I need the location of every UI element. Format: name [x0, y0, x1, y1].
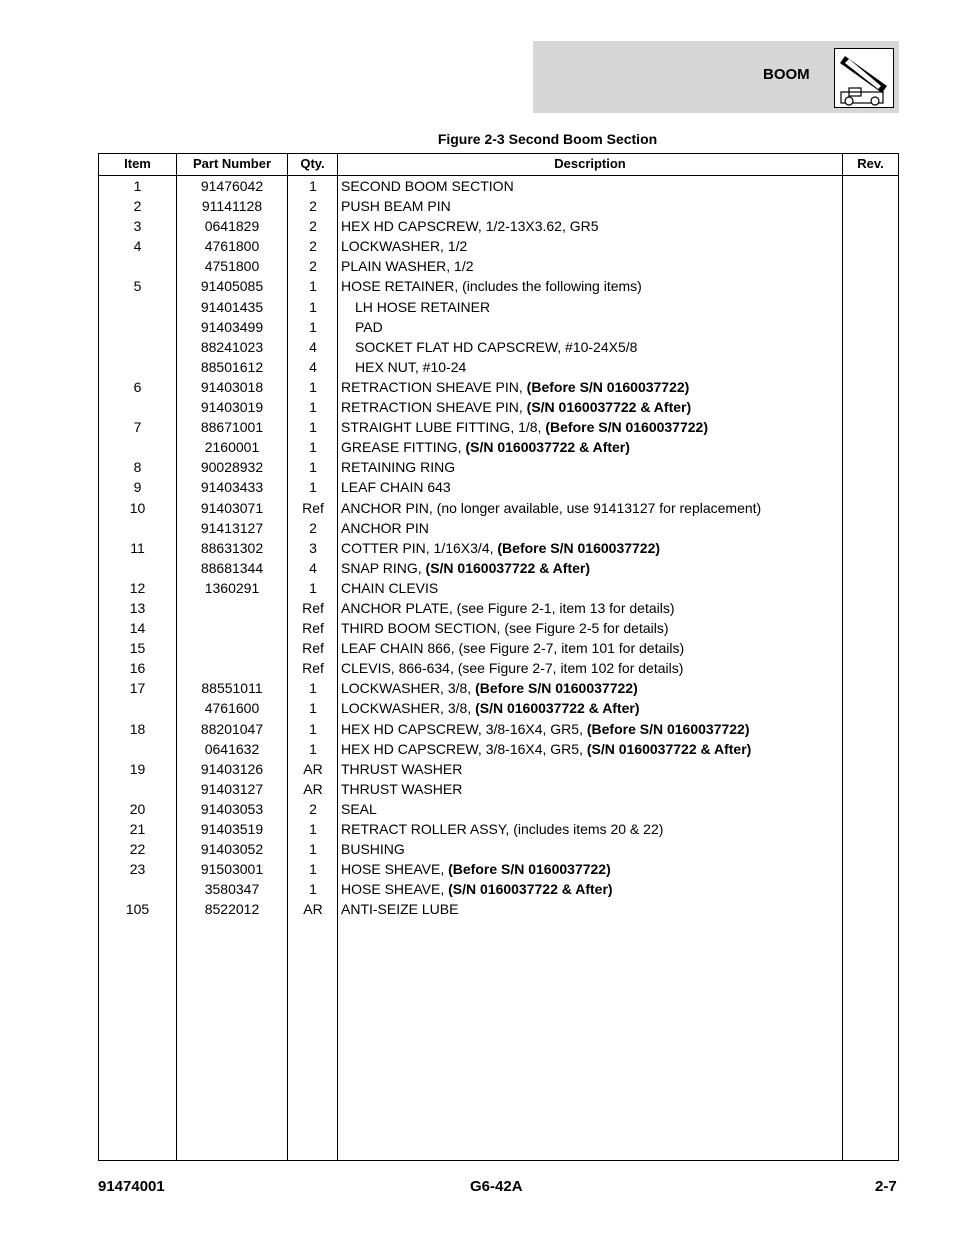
description [341, 779, 462, 799]
quantity: 1 [309, 740, 317, 757]
quantity: 2 [309, 800, 317, 817]
description [341, 236, 467, 256]
description-text: ANCHOR PLATE, (see Figure 2-1, item 13 for details) [341, 599, 675, 616]
serial-note: (S/N 0160037722 & After) [465, 439, 630, 456]
description-text: THRUST WASHER [341, 780, 463, 797]
description-text: RETRACT ROLLER ASSY, (includes items 20 & 22) [341, 821, 664, 837]
item-number: 17 [129, 680, 146, 697]
description [341, 216, 599, 236]
table-row [99, 196, 898, 216]
table-row [99, 658, 898, 678]
part-number: 91401435 [200, 298, 264, 315]
quantity: 1 [309, 841, 317, 858]
description [341, 899, 458, 919]
description-text: CHAIN CLEVIS [341, 579, 439, 596]
item-number: 1 [133, 178, 142, 194]
part-number: 4761600 [204, 700, 260, 717]
header-item: Item [124, 156, 151, 171]
table-row [99, 859, 898, 879]
serial-note: (S/N 0160037722 & After) [526, 399, 692, 416]
description [341, 598, 675, 618]
description-text: THIRD BOOM SECTION, (see Figure 2-5 for details) [341, 620, 669, 637]
serial-note: (S/N 0160037722 & After) [448, 881, 613, 898]
quantity: 2 [309, 198, 317, 215]
item-number: 2 [133, 198, 142, 215]
quantity: 2 [309, 258, 317, 275]
table-row [99, 477, 898, 497]
serial-note: (S/N 0160037722 & After) [586, 740, 752, 757]
part-number: 91403499 [200, 318, 264, 335]
part-number: 88631302 [200, 539, 264, 556]
table-row [99, 759, 898, 779]
quantity: AR [303, 760, 323, 777]
part-number: 91403126 [200, 760, 264, 777]
part-number: 88551011 [201, 680, 263, 697]
table-row [99, 719, 898, 739]
figure-title: Figure 2-3 Second Boom Section [437, 131, 658, 147]
description-text: ANCHOR PIN, (no longer available, use 91413127 for replacement) [341, 499, 762, 516]
description [341, 739, 751, 759]
item-number: 19 [129, 760, 146, 777]
parts-table [98, 153, 899, 1161]
part-number: 4751800 [204, 258, 260, 275]
header-description: Description [554, 156, 626, 171]
item-number: 16 [129, 660, 146, 677]
description [341, 437, 630, 457]
footer-document-number: 91474001 [98, 1178, 165, 1195]
table-row [99, 417, 898, 437]
part-number: 8522012 [204, 901, 260, 918]
description [341, 417, 708, 437]
table-row [99, 899, 898, 919]
quantity: 1 [309, 700, 317, 717]
quantity: Ref [302, 599, 324, 616]
description [341, 558, 590, 578]
description [341, 397, 691, 417]
quantity: 1 [309, 861, 317, 878]
quantity: 1 [309, 439, 317, 456]
part-number: 88671001 [200, 419, 264, 436]
description [341, 377, 689, 397]
quantity: 1 [309, 881, 317, 898]
description [341, 578, 438, 598]
table-row [99, 558, 898, 578]
table-row [99, 598, 898, 618]
description-text: PUSH BEAM PIN [341, 198, 451, 215]
description [341, 176, 514, 196]
item-number: 8 [133, 459, 142, 476]
description-text: ANCHOR PIN [341, 519, 429, 536]
description-text: HOSE RETAINER, (includes the following items) [341, 278, 642, 295]
quantity: 1 [309, 720, 317, 737]
description [341, 719, 750, 739]
table-row [99, 819, 898, 839]
table-row [99, 638, 898, 658]
table-row [99, 498, 898, 518]
table-row [99, 276, 898, 296]
part-number: 88201047 [200, 720, 264, 737]
description-text: PLAIN WASHER, 1/2 [341, 258, 474, 275]
description-text: HOSE SHEAVE, [341, 881, 449, 898]
item-number: 23 [129, 861, 146, 878]
part-number: 91403019 [200, 399, 264, 416]
description-text: SEAL [341, 800, 377, 817]
table-row [99, 337, 898, 357]
part-number: 91476042 [200, 178, 264, 194]
description-text: LEAF CHAIN 643 [341, 479, 451, 496]
description [341, 879, 613, 899]
table-row [99, 578, 898, 598]
part-number: 91403433 [200, 479, 264, 496]
table-row [99, 698, 898, 718]
description-text: HEX NUT, #10-24 [355, 358, 467, 375]
part-number: 91405085 [200, 278, 264, 295]
quantity: 1 [309, 318, 317, 335]
part-number: 91141128 [201, 198, 263, 215]
item-number: 21 [129, 821, 146, 837]
table-row [99, 397, 898, 417]
item-number: 11 [130, 539, 145, 556]
serial-note: (Before S/N 0160037722) [586, 720, 750, 737]
quantity: 1 [309, 680, 317, 697]
part-number: 4761800 [204, 238, 260, 255]
description-text: STRAIGHT LUBE FITTING, 1/8, [341, 419, 546, 436]
serial-note: (S/N 0160037722 & After) [475, 700, 640, 717]
serial-note: (Before S/N 0160037722) [526, 378, 690, 395]
description-text: HEX HD CAPSCREW, 3/8-16X4, GR5, [341, 720, 587, 737]
description-text: RETRACTION SHEAVE PIN, [341, 399, 527, 416]
description-text: HEX HD CAPSCREW, 1/2-13X3.62, GR5 [341, 218, 599, 235]
table-row [99, 216, 898, 236]
table-row [99, 739, 898, 759]
boom-lift-icon [834, 48, 894, 108]
serial-note: (Before S/N 0160037722) [545, 419, 708, 436]
quantity: 1 [309, 399, 317, 416]
description [355, 337, 637, 357]
description-text: COTTER PIN, 1/16X3/4, [341, 539, 498, 556]
serial-note: (Before S/N 0160037722) [448, 861, 611, 878]
parts-rows [99, 176, 898, 919]
part-number: 91403053 [200, 800, 264, 817]
description [341, 457, 455, 477]
part-number: 3580347 [204, 881, 260, 898]
table-row [99, 457, 898, 477]
description-text: SNAP RING, [341, 559, 426, 576]
description-text: LOCKWASHER, 1/2 [341, 238, 468, 255]
quantity: 1 [309, 378, 317, 395]
description-text: LH HOSE RETAINER [355, 298, 491, 315]
header-rev: Rev. [857, 156, 884, 171]
quantity: 4 [309, 338, 317, 355]
table-row [99, 297, 898, 317]
table-row [99, 377, 898, 397]
item-number: 4 [133, 238, 142, 255]
item-number: 22 [129, 841, 146, 858]
description-text: SECOND BOOM SECTION [341, 178, 514, 194]
table-row [99, 678, 898, 698]
description-text: CLEVIS, 866-634, (see Figure 2-7, item 102 for details) [341, 660, 684, 677]
description [341, 638, 684, 658]
part-number: 91503001 [200, 861, 264, 878]
description [341, 759, 462, 779]
quantity: Ref [302, 499, 324, 516]
description-text: BUSHING [341, 841, 405, 858]
part-number: 91403127 [200, 780, 264, 797]
item-number: 12 [129, 579, 146, 596]
quantity: 1 [309, 298, 317, 315]
table-row [99, 839, 898, 859]
section-title: BOOM [763, 66, 810, 83]
item-number: 105 [125, 901, 150, 918]
table-row [99, 437, 898, 457]
table-row [99, 236, 898, 256]
description-text: LOCKWASHER, 3/8, [341, 680, 476, 697]
description-text: SOCKET FLAT HD CAPSCREW, #10-24X5/8 [355, 338, 638, 355]
description [341, 859, 611, 879]
part-number: 91403071 [200, 499, 264, 516]
description [355, 317, 383, 337]
part-number: 1360291 [204, 579, 260, 596]
description [341, 196, 451, 216]
quantity: 1 [309, 479, 317, 496]
quantity: 2 [309, 238, 317, 255]
description [341, 498, 761, 518]
table-row [99, 799, 898, 819]
description-text: LEAF CHAIN 866, (see Figure 2-7, item 101 for details) [341, 640, 685, 657]
description [341, 477, 451, 497]
item-number: 7 [133, 419, 142, 436]
description [341, 799, 377, 819]
serial-note: (Before S/N 0160037722) [497, 539, 661, 556]
item-number: 9 [133, 479, 142, 496]
table-row [99, 256, 898, 276]
quantity: 1 [309, 821, 317, 837]
item-number: 15 [129, 640, 146, 657]
table-row [99, 176, 898, 196]
description [341, 839, 405, 859]
quantity: 1 [309, 459, 317, 476]
serial-note: (Before S/N 0160037722) [475, 680, 638, 697]
quantity: 2 [309, 218, 317, 235]
part-number: 91403519 [200, 821, 264, 837]
quantity: 1 [309, 419, 317, 436]
quantity: 1 [309, 579, 317, 596]
item-number: 20 [129, 800, 146, 817]
item-number: 3 [133, 218, 142, 235]
part-number: 2160001 [204, 439, 260, 456]
description-text: GREASE FITTING, [341, 439, 466, 456]
item-number: 10 [129, 499, 146, 516]
part-number: 0641632 [204, 740, 260, 757]
quantity: Ref [302, 640, 324, 657]
description [341, 538, 660, 558]
footer-model: G6-42A [470, 1178, 523, 1195]
part-number: 88681344 [200, 559, 264, 576]
description-text: LOCKWASHER, 3/8, [341, 700, 476, 717]
part-number: 90028932 [200, 459, 264, 476]
item-number: 6 [133, 378, 142, 395]
serial-note: (S/N 0160037722 & After) [425, 559, 590, 576]
part-number: 0641829 [204, 218, 260, 235]
quantity: Ref [302, 660, 324, 677]
description-text: RETAINING RING [341, 459, 456, 476]
table-row [99, 618, 898, 638]
footer-page-number: 2-7 [875, 1178, 897, 1195]
description-text: HOSE SHEAVE, [341, 861, 449, 878]
description [341, 256, 474, 276]
table-row [99, 317, 898, 337]
item-number: 14 [129, 620, 146, 637]
quantity: 1 [309, 178, 317, 194]
quantity: AR [303, 901, 323, 918]
table-row [99, 779, 898, 799]
description [341, 678, 638, 698]
description-text: RETRACTION SHEAVE PIN, [341, 378, 527, 395]
description [341, 518, 429, 538]
description [341, 618, 669, 638]
table-row [99, 538, 898, 558]
header-qty: Qty. [300, 156, 325, 171]
description-text: THRUST WASHER [341, 760, 463, 777]
description [355, 297, 490, 317]
part-number: 88241023 [200, 338, 264, 355]
description-text: PAD [355, 318, 383, 335]
quantity: AR [303, 780, 323, 797]
description-text: ANTI-SEIZE LUBE [341, 901, 459, 918]
table-row [99, 357, 898, 377]
item-number: 18 [129, 720, 146, 737]
quantity: Ref [302, 620, 324, 637]
part-number: 91403018 [200, 378, 264, 395]
description [355, 357, 466, 377]
description [341, 276, 642, 296]
item-number: 13 [129, 599, 146, 616]
quantity: 2 [309, 519, 317, 536]
table-row [99, 518, 898, 538]
item-number: 5 [133, 278, 142, 295]
part-number: 91413127 [200, 519, 264, 536]
quantity: 4 [309, 559, 317, 576]
description [341, 698, 640, 718]
description [341, 819, 663, 839]
description-text: HEX HD CAPSCREW, 3/8-16X4, GR5, [341, 740, 587, 757]
quantity: 1 [309, 278, 317, 295]
description [341, 658, 683, 678]
table-row [99, 879, 898, 899]
quantity: 3 [309, 539, 317, 556]
part-number: 91403052 [200, 841, 264, 858]
quantity: 4 [309, 358, 317, 375]
part-number: 88501612 [200, 358, 264, 375]
header-part-number: Part Number [192, 156, 272, 171]
